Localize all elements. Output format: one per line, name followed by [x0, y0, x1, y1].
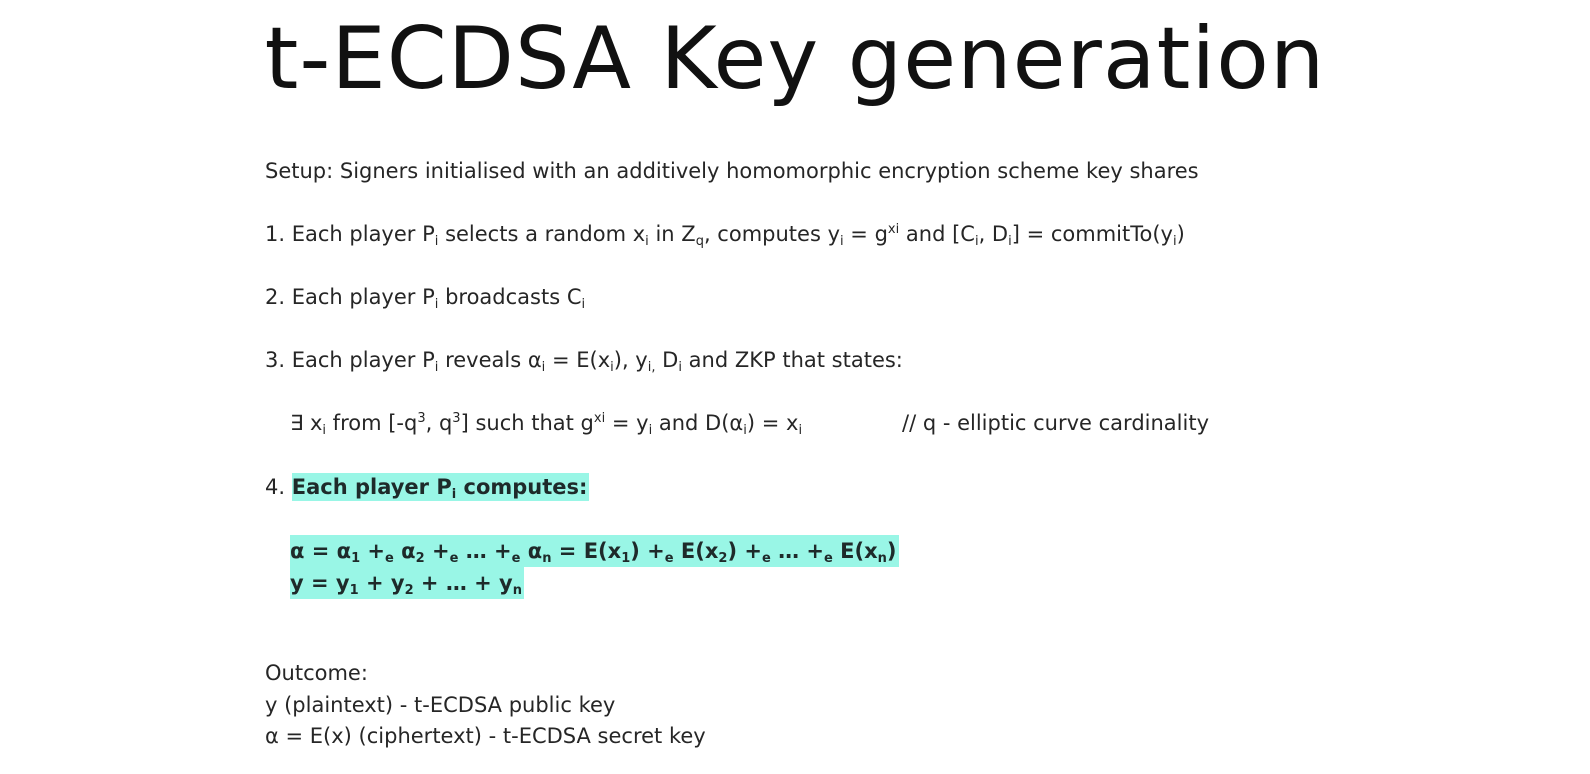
step-2-text: Each player $P_i$ broadcasts $C_i$	[291, 285, 586, 312]
step-3-text: Each player $P_i$ reveals $\alpha_i = E(x_i)$, $y_{i,}$ $D_i$ and ZKP that states:	[291, 348, 903, 375]
formula-block	[290, 535, 899, 599]
zkp-statement	[290, 408, 802, 438]
formula-y: $y = y_1 + y_2$ + … + $y_n$	[290, 567, 524, 599]
step-2	[265, 282, 585, 312]
setup-text: Setup: Signers initialised with an additively homomorphic encryption scheme key shares	[265, 159, 1199, 183]
outcome-public-key: y (plaintext) - t-ECDSA public key	[265, 693, 616, 717]
zkp-comment: // q - elliptic curve cardinality	[902, 411, 1209, 435]
outcome-label: Outcome:	[265, 661, 368, 685]
step-4-number: 4.	[265, 475, 286, 499]
step-2-number: 2.	[265, 285, 286, 309]
formula-alpha: $\alpha = \alpha_1 +_e$ $\alpha_2 +_e$ … $+_e$ $\alpha_n = E(x_1) +_e$ $E(x_2) +_e$ … $+_e$ $E(x_n)$	[290, 535, 899, 567]
step-1-number: 1.	[265, 222, 286, 246]
outcome-secret-key: α = E(x) (ciphertext) - t-ECDSA secret key	[265, 724, 706, 748]
step-1	[265, 219, 1185, 249]
step-3-number: 3.	[265, 348, 286, 372]
step-1-text: Each player $P_i$ selects a random $x_i$ in $Z_q$, computes $y_i = g^{xi}$ and [$C_i$, $D_i$] = $commitTo(y_i)$	[291, 222, 1185, 249]
zkp-text: ∃ $x_i$ from [$-q^3$, $q^3$] such that $g^{xi} = y_i$ and $D(\alpha_i) = x_i$	[290, 411, 803, 438]
step-3	[265, 345, 903, 375]
step-4	[265, 472, 589, 502]
page-title: t-ECDSA Key generation	[264, 9, 1326, 109]
step-4-text: Each player $P_i$ computes:	[291, 475, 588, 502]
